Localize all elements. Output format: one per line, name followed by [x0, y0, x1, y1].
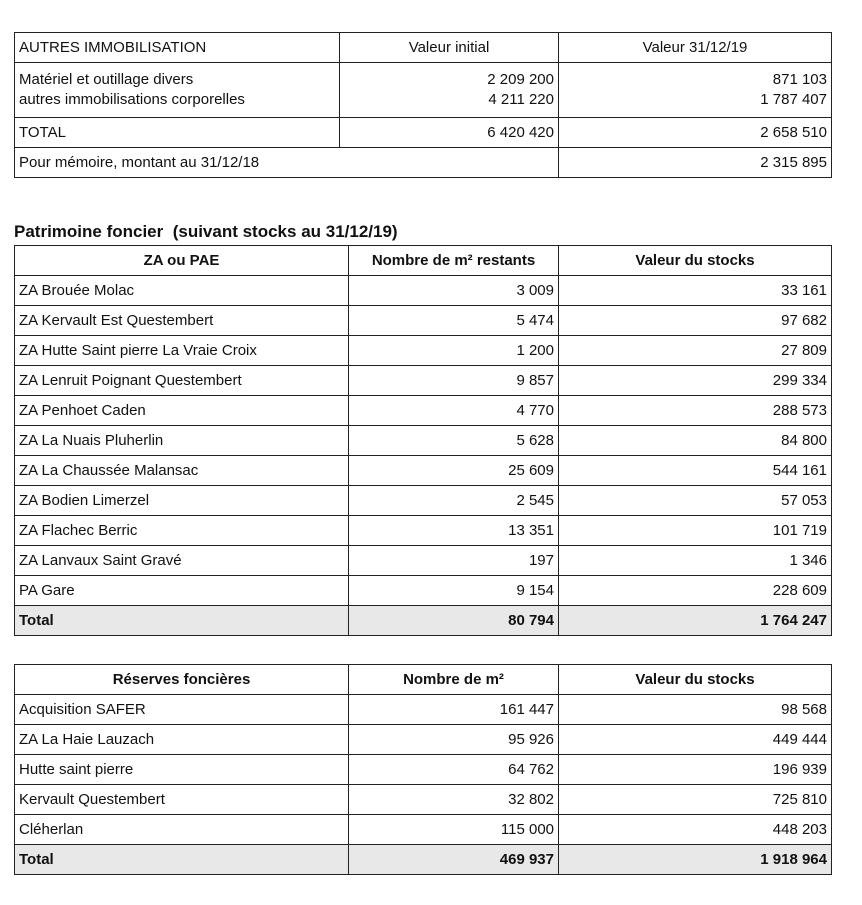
immobilisations-table [14, 32, 832, 178]
table-row [15, 366, 832, 396]
header-initial: Valeur initial [340, 33, 559, 63]
row-m2: 32 802 [349, 785, 559, 815]
row-value: 57 053 [559, 486, 832, 516]
row-m2: 3 009 [349, 276, 559, 306]
row-value: 544 161 [559, 456, 832, 486]
total-row [15, 845, 832, 875]
header-label: AUTRES IMMOBILISATION [15, 33, 340, 63]
total-value: 2 658 510 [559, 118, 832, 148]
table-header-row [15, 33, 832, 63]
row-m2: 95 926 [349, 725, 559, 755]
row-name: ZA Bodien Limerzel [15, 486, 349, 516]
row-m2: 115 000 [349, 815, 559, 845]
header-value: Valeur 31/12/19 [559, 33, 832, 63]
row-value: 101 719 [559, 516, 832, 546]
table-row [15, 486, 832, 516]
row-name: Cléherlan [15, 815, 349, 845]
row-name: Acquisition SAFER [15, 695, 349, 725]
row-m2: 4 770 [349, 396, 559, 426]
row-label: autres immobilisations corporelles [19, 91, 245, 108]
row-value: 228 609 [559, 576, 832, 606]
row-value: 97 682 [559, 306, 832, 336]
row-value: 871 103 [772, 71, 827, 88]
table-row [15, 336, 832, 366]
row-name: ZA Hutte Saint pierre La Vraie Croix [15, 336, 349, 366]
row-value: 725 810 [559, 785, 832, 815]
row-name: ZA Flachec Berric [15, 516, 349, 546]
table-row [15, 63, 832, 118]
total-label: TOTAL [15, 118, 340, 148]
table-row [15, 785, 832, 815]
header-m2: Nombre de m² restants [349, 246, 559, 276]
table-header-row [15, 665, 832, 695]
row-name: ZA La Nuais Pluherlin [15, 426, 349, 456]
row-name: ZA La Chaussée Malansac [15, 456, 349, 486]
table-row [15, 276, 832, 306]
total-value: 1 918 964 [559, 845, 832, 875]
row-value: 449 444 [559, 725, 832, 755]
total-row [15, 118, 832, 148]
table-row [15, 725, 832, 755]
row-m2: 25 609 [349, 456, 559, 486]
row-value: 196 939 [559, 755, 832, 785]
table-row [15, 546, 832, 576]
total-row [15, 606, 832, 636]
memo-label: Pour mémoire, montant au 31/12/18 [15, 148, 559, 178]
total-label: Total [15, 845, 349, 875]
row-m2: 197 [349, 546, 559, 576]
row-name: ZA Penhoet Caden [15, 396, 349, 426]
row-m2: 2 545 [349, 486, 559, 516]
table-row [15, 695, 832, 725]
row-m2: 161 447 [349, 695, 559, 725]
row-value: 1 346 [559, 546, 832, 576]
table-row [15, 516, 832, 546]
row-value: 98 568 [559, 695, 832, 725]
row-name: ZA Lenruit Poignant Questembert [15, 366, 349, 396]
row-name: Hutte saint pierre [15, 755, 349, 785]
table-row [15, 815, 832, 845]
table-row [15, 456, 832, 486]
table-row [15, 576, 832, 606]
memo-row [15, 148, 832, 178]
header-m2: Nombre de m² [349, 665, 559, 695]
header-value: Valeur du stocks [559, 246, 832, 276]
row-m2: 13 351 [349, 516, 559, 546]
row-value: 299 334 [559, 366, 832, 396]
total-m2: 469 937 [349, 845, 559, 875]
row-value: 448 203 [559, 815, 832, 845]
row-m2: 5 474 [349, 306, 559, 336]
total-value: 1 764 247 [559, 606, 832, 636]
row-m2: 5 628 [349, 426, 559, 456]
memo-value: 2 315 895 [559, 148, 832, 178]
reserves-table [14, 664, 832, 875]
total-label: Total [15, 606, 349, 636]
row-m2: 1 200 [349, 336, 559, 366]
table-row [15, 755, 832, 785]
table-row [15, 306, 832, 336]
row-m2: 9 154 [349, 576, 559, 606]
header-za: ZA ou PAE [15, 246, 349, 276]
row-value: 1 787 407 [760, 91, 827, 108]
row-name: ZA Lanvaux Saint Gravé [15, 546, 349, 576]
row-value: 84 800 [559, 426, 832, 456]
row-name: PA Gare [15, 576, 349, 606]
row-name: ZA Brouée Molac [15, 276, 349, 306]
row-m2: 64 762 [349, 755, 559, 785]
row-name: ZA Kervault Est Questembert [15, 306, 349, 336]
row-name: ZA La Haie Lauzach [15, 725, 349, 755]
table-row [15, 426, 832, 456]
total-m2: 80 794 [349, 606, 559, 636]
row-name: Kervault Questembert [15, 785, 349, 815]
row-initial: 2 209 200 [487, 71, 554, 88]
row-initials [340, 63, 559, 118]
patrimoine-title: Patrimoine foncier (suivant stocks au 31/12/19) [14, 222, 398, 241]
patrimoine-table [14, 245, 832, 636]
row-value: 288 573 [559, 396, 832, 426]
total-initial: 6 420 420 [340, 118, 559, 148]
row-initial: 4 211 220 [488, 91, 554, 108]
header-value: Valeur du stocks [559, 665, 832, 695]
row-labels [15, 63, 340, 118]
row-value: 27 809 [559, 336, 832, 366]
table-row [15, 396, 832, 426]
row-values [559, 63, 832, 118]
row-value: 33 161 [559, 276, 832, 306]
row-m2: 9 857 [349, 366, 559, 396]
row-label: Matériel et outillage divers [19, 71, 194, 88]
header-reserves: Réserves foncières [15, 665, 349, 695]
table-header-row [15, 246, 832, 276]
